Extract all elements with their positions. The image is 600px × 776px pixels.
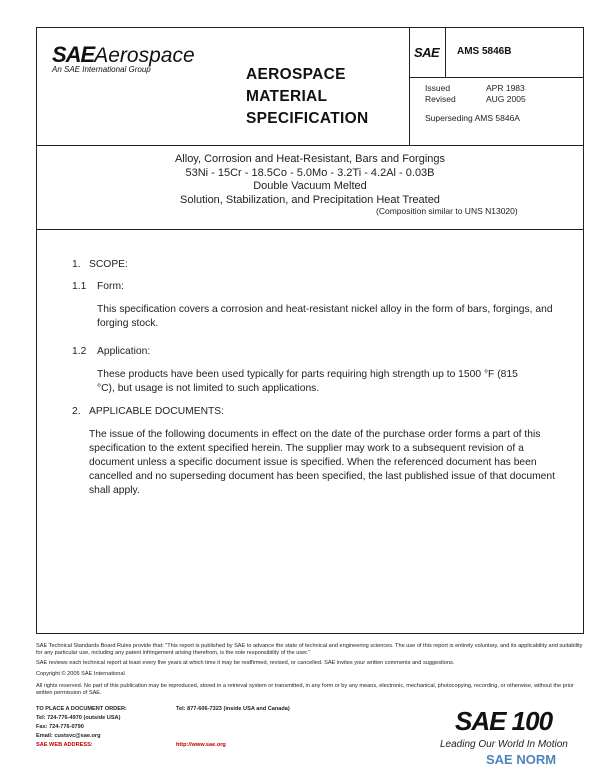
spec-title-line-2: MATERIAL	[246, 88, 328, 105]
logo-tagline: An SAE International Group	[52, 65, 151, 74]
footer-fax: Fax: 724-776-0790	[36, 724, 84, 730]
section-1-2-text: These products have been used typically for parts requiring high strength up to 1500 °F (815 °C), but usage is not limited to such applications.	[97, 369, 518, 394]
material-title-line-4: Solution, Stabilization, and Precipitation Heat Treated	[180, 193, 440, 206]
section-1-title: SCOPE:	[89, 259, 128, 270]
footer-tel-inside: Tel: 877-606-7323 (inside USA and Canada)	[176, 706, 290, 712]
composition-note: (Composition similar to UNS N13020)	[376, 206, 518, 216]
material-title-line-1: Alloy, Corrosion and Heat-Resistant, Bars and Forgings	[174, 153, 446, 165]
footer-web-link[interactable]: http://www.sae.org	[176, 742, 226, 748]
revised-value: AUG 2005	[486, 94, 526, 104]
footer-email: Email: custsvc@sae.org	[36, 733, 101, 739]
footer-copyright: Copyright © 2005 SAE International	[36, 671, 125, 677]
footer-slogan: Leading Our World In Motion	[440, 739, 568, 750]
section-1-1-number: 1.1	[72, 281, 87, 292]
spec-title-line-1: AEROSPACE	[246, 66, 346, 83]
section-1-number: 1.	[72, 259, 81, 270]
material-title-line-3: Double Vacuum Melted	[253, 180, 367, 192]
sae-100-text: SAE 100	[455, 706, 553, 736]
section-2-text: The issue of the following documents in effect on the date of the purchase order forms a part of this specification to the extent specified herein. The supplier may work to a subsequent revision of a document unless a specific document issue is specified. When the referenced document has been cancelled and no superseding document has been specified, the last published issue of that document shall apply.	[89, 429, 555, 496]
section-2-number: 2.	[72, 406, 81, 417]
header-divider-left	[409, 27, 410, 146]
material-title	[36, 153, 584, 207]
issued-value: APR 1983	[486, 83, 525, 93]
section-1-1-text: This specification covers a corrosion and heat-resistant nickel alloy in the form of bars, forgings, and forging stock.	[97, 304, 553, 329]
sae-100-logo	[455, 706, 575, 740]
footer-web-label: SAE WEB ADDRESS:	[36, 742, 93, 748]
sae-aerospace-logo	[52, 42, 222, 74]
sae-norm-watermark: SAE NORM	[486, 752, 557, 767]
logo-aerospace-text: Aerospace	[94, 44, 195, 67]
section-1-2-number: 1.2	[72, 346, 87, 357]
header-divider-right	[409, 77, 584, 78]
section-1-2-title: Application:	[97, 346, 151, 357]
material-title-line-2: 53Ni - 15Cr - 18.5Co - 5.0Mo - 3.2Ti - 4.2Al - 0.03B	[185, 166, 435, 179]
spec-title-block	[246, 64, 406, 130]
footer-rules: SAE Technical Standards Board Rules provide that: "This report is published by SAE to advance the state of technical and engineering sciences. The use of this report is entirely voluntary, and its applicability and suitability for any particular use, including any patent infringement arising therefrom, is the sole responsibility of the user."	[36, 643, 583, 656]
section-2-title: APPLICABLE DOCUMENTS:	[89, 406, 225, 417]
logo-sae-text: SAE	[52, 42, 95, 67]
issued-label: Issued	[425, 83, 451, 93]
ams-number: AMS 5846B	[457, 46, 512, 57]
footer-order-label: TO PLACE A DOCUMENT ORDER:	[36, 706, 127, 712]
spec-title-line-3: SPECIFICATION	[246, 110, 369, 127]
right-sae-logo: SAE	[414, 45, 440, 60]
footer-tel-outside: Tel: 724-776-4970 (outside USA)	[36, 715, 121, 721]
header-divider-logo	[445, 27, 446, 77]
revised-label: Revised	[425, 94, 456, 104]
footer-review: SAE reviews each technical report at least every five years at which time it may be reaffirmed, revised, or cancelled. SAE invites your written comments and suggestions.	[36, 660, 455, 666]
superseding-text: Superseding AMS 5846A	[425, 113, 520, 123]
footer-rights: All rights reserved. No part of this publication may be reproduced, stored in a retrieval system or transmitted, in any form or by any means, electronic, mechanical, photocopying, recording, or otherwise, without the prior written permission of SAE.	[36, 683, 574, 696]
section-1-1-title: Form:	[97, 281, 124, 292]
